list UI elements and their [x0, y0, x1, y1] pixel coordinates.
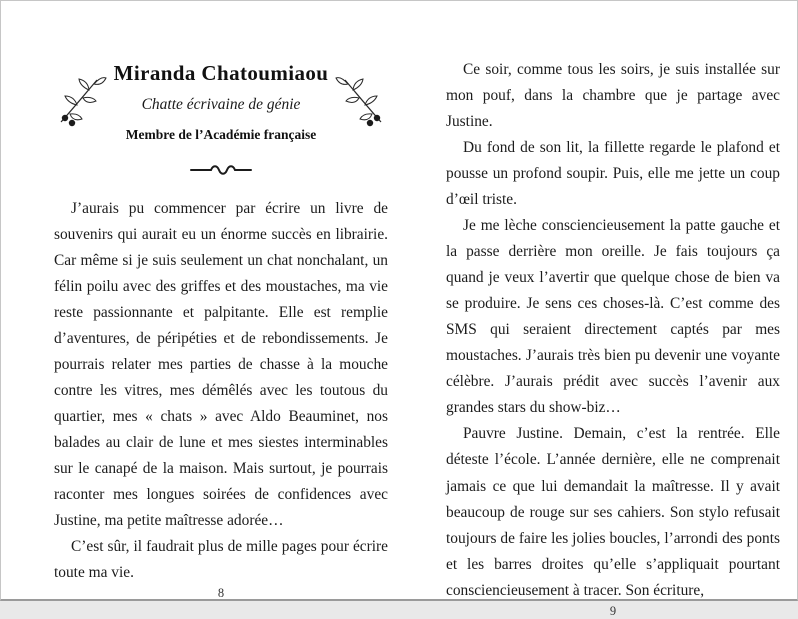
left-page-number: 8	[217, 586, 225, 601]
paragraph: Je me lèche consciencieusement la patte gauche et la passe derrière mon oreille. Je fais toujours ça quand je veux l’avertir que quelque chose de bien va se produire. Je sens ces choses-là. C’est comme des SMS qui seraient directement captés par mes moustaches. J’aurais très bien pu devenir une voyante célèbre. J’aurais prédit avec succès l’avenir aux grandes stars du show-biz…	[446, 217, 780, 417]
paragraph: Pauvre Justine. Demain, c’est la rentrée. Elle déteste l’école. L’année dernière, elle ne comprenait jamais ce que lui demandait la maîtresse. Il y avait beaucoup de rouge sur ses cahiers. Son stylo refusait toujours de faire les jolies boucles, l’arrondi des ponts et les barres droites qu’elle s’appliquait pourtant consciencieusement à tracer. Son écriture,	[446, 425, 780, 599]
chapter-subtitle: Chatte écrivaine de génie	[141, 96, 301, 113]
squiggle-divider-icon	[189, 164, 253, 181]
paragraph: Ce soir, comme tous les soirs, je suis installée sur mon pouf, dans la chambre que je partage avec Justine.	[446, 61, 780, 131]
paragraph: C’est sûr, il faudrait plus de mille pages pour écrire toute ma vie.	[54, 538, 388, 582]
right-page-number: 9	[609, 603, 617, 618]
right-page	[446, 1, 780, 618]
paragraph: Du fond de son lit, la fillette regarde le plafond et pousse un profond soupir. Puis, elle me jette un coup d’œil triste.	[446, 139, 780, 209]
olive-branch-left-icon	[56, 72, 102, 133]
chapter-title: Miranda Chatoumiaou	[113, 61, 329, 85]
paragraph: J’aurais pu commencer par écrire un livre de souvenirs qui aurait eu un énorme succès en librairie. Car même si je suis seulement un chat nonchalant, un félin poilu avec des griffes et des moustaches, ma vie reste passionnante et palpitante. Elle est remplie d’aventures, de péripéties et de rebondissements. Je pourrais relater mes parties de chasse à la mouche contre les vitres, mes démêlés avec les toutous du quartier, mes « chats » avec Aldo Beauminet, nos balades au clair de lune et mes siestes interminables sur le canapé de la maison. Mais surtout, je pourrais raconter mes longues soirées de confidences avec Justine, ma petite maîtresse adorée…	[54, 200, 388, 530]
chapter-heading-text	[108, 61, 334, 143]
section-divider	[54, 163, 388, 182]
left-page-body	[54, 196, 388, 586]
right-page-body	[446, 57, 780, 604]
olive-branch-right-icon	[340, 72, 386, 133]
left-page	[54, 1, 388, 599]
chapter-heading	[54, 61, 388, 143]
chapter-affiliation: Membre de l’Académie française	[125, 127, 317, 142]
